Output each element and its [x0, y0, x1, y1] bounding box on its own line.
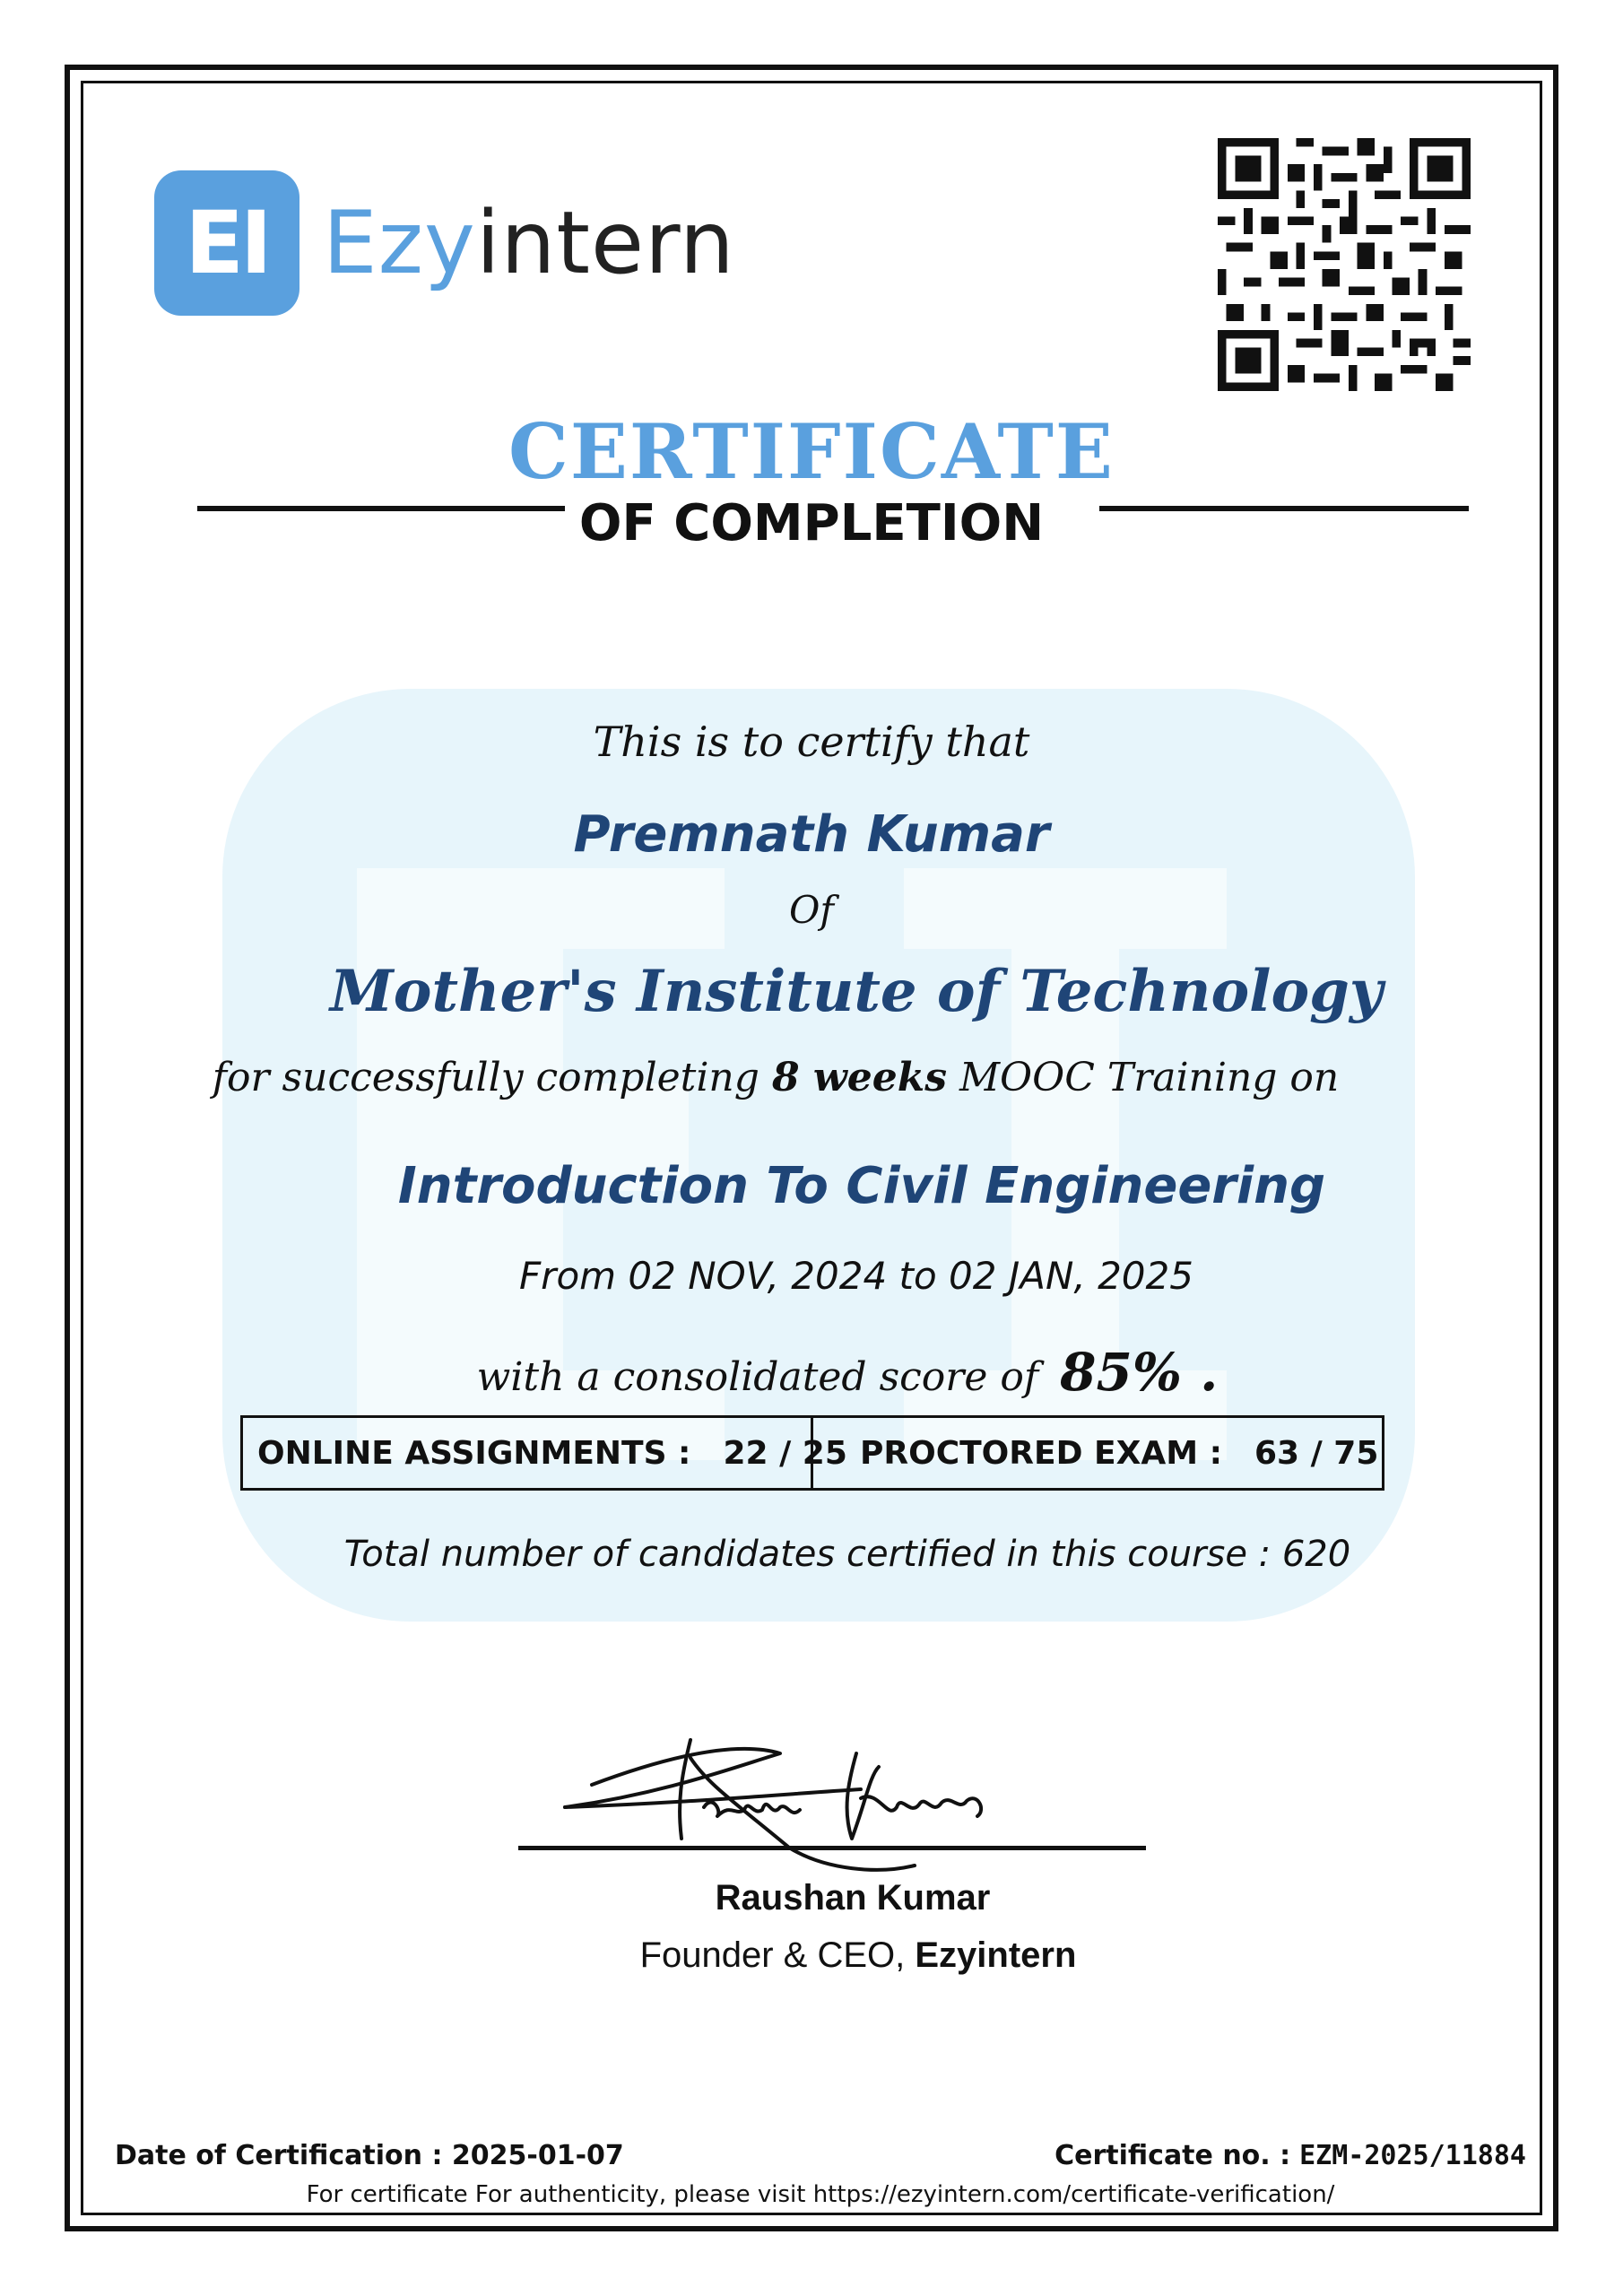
signatory-org: Ezyintern — [915, 1935, 1077, 1975]
online-assignments-value: 22 / 25 — [723, 1434, 847, 1472]
logo-wordmark — [323, 193, 735, 293]
course-dates: From 02 NOV, 2024 to 02 JAN, 2025 — [519, 1254, 1193, 1298]
certificate-number — [1055, 2140, 1526, 2171]
date-of-certification: Date of Certification : 2025-01-07 — [115, 2140, 624, 2171]
ezyintern-logo — [154, 170, 735, 316]
score-line — [36, 1342, 1623, 1403]
logo-word-intern: intern — [475, 193, 735, 293]
total-certified: Total number of candidates certified in this course : 620 — [343, 1534, 1351, 1575]
score-prefix: with a consolidated score of — [476, 1354, 1039, 1400]
qr-code-icon[interactable] — [1218, 138, 1471, 391]
course-name: Introduction To Civil Engineering — [397, 1157, 1326, 1215]
score-breakdown-table — [240, 1415, 1384, 1491]
completion-prefix: for successfully completing — [212, 1055, 759, 1100]
completion-line — [0, 1055, 1587, 1100]
verification-link[interactable]: For certificate For authenticity, please visit https://ezyintern.com/certificate-verification/ — [306, 2181, 1335, 2208]
logo-word-ezy: Ezy — [323, 193, 476, 293]
proctored-exam-label: PROCTORED EXAM : — [860, 1434, 1222, 1472]
duration: 8 weeks — [771, 1055, 947, 1100]
online-assignments-label: ONLINE ASSIGNMENTS : — [257, 1434, 691, 1472]
signature-rule — [518, 1846, 1146, 1850]
certificate-number-value: EZM-2025/11884 — [1299, 2140, 1526, 2171]
certify-line: This is to certify that — [593, 718, 1030, 766]
institute-name: Mother's Institute of Technology — [329, 958, 1384, 1025]
proctored-exam-cell — [813, 1418, 1382, 1488]
signatory-title — [47, 1935, 1623, 1976]
signatory-name: Raushan Kumar — [715, 1878, 991, 1918]
recipient-name: Premnath Kumar — [573, 805, 1050, 864]
online-assignments-cell — [243, 1418, 847, 1488]
completion-suffix: MOOC Training on — [959, 1055, 1340, 1100]
certificate-subtitle: OF COMPLETION — [578, 494, 1045, 552]
logo-badge-text: EI — [185, 193, 269, 293]
signature-image — [556, 1704, 1058, 1883]
proctored-exam-value: 63 / 75 — [1254, 1434, 1379, 1472]
logo-badge — [154, 170, 299, 316]
signatory-title-prefix: Founder & CEO, — [639, 1935, 906, 1975]
certificate-title: CERTIFICATE — [508, 407, 1115, 496]
of-label: Of — [789, 888, 834, 932]
certificate-number-label: Certificate no. : — [1055, 2140, 1291, 2171]
consolidated-score: 85% . — [1060, 1342, 1219, 1403]
